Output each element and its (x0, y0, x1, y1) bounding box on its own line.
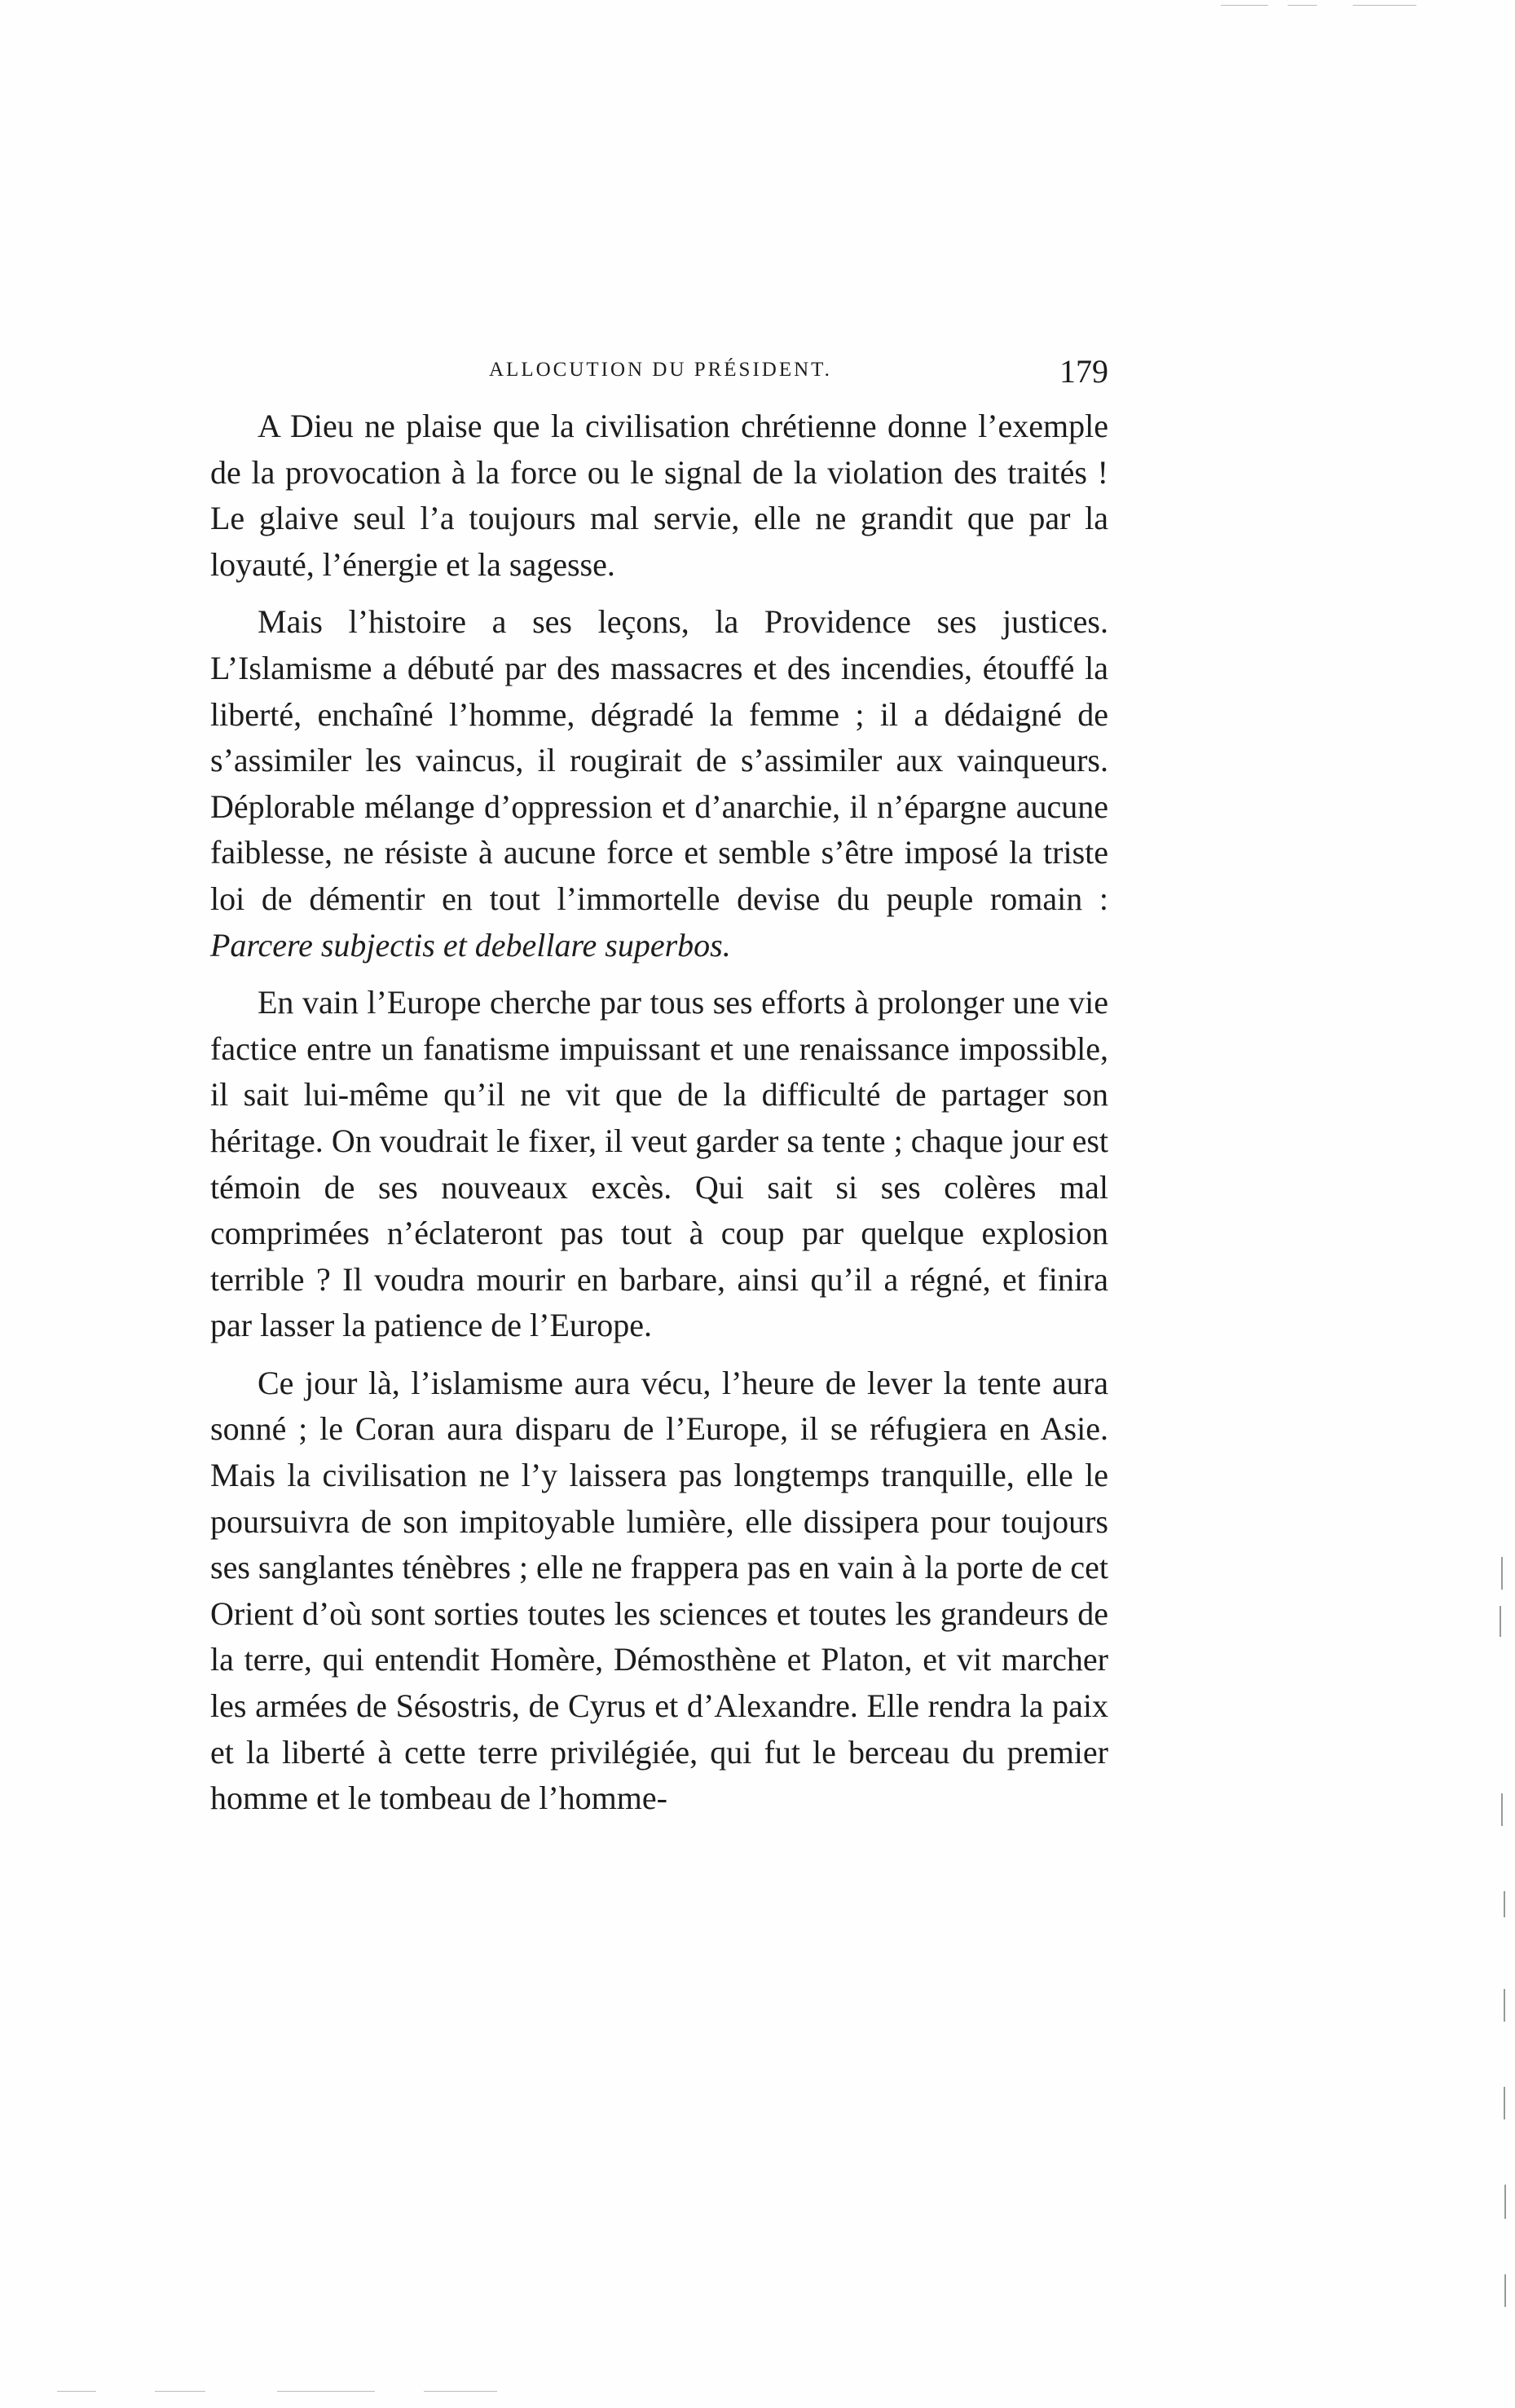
paragraph-1 (210, 404, 1108, 588)
paragraph-3 (210, 980, 1108, 1349)
paragraph-text: En vain l’Europe cherche par tous ses efforts à prolonger une vie factice entre un fanatisme impuissant et une renaissance impossible, il sait lui-même qu’il ne vit que de la difficulté de partager son héritage. On voudrait le fixer, il veut garder sa tente ; chaque jour est témoin de ses nouveaux excès. Qui sait si ses colères mal comprimées n’éclateront pas tout à coup par quelque explosion terrible ? Il voudra mourir en barbare, ainsi qu’il a régné, et finira par lasser la patience de l’Europe. (210, 984, 1108, 1344)
page-body-text (210, 404, 1108, 1822)
scan-artifact-mark (277, 2391, 375, 2392)
scan-artifact-mark (57, 2391, 96, 2392)
running-header (489, 352, 1108, 398)
paragraph-text: A Dieu ne plaise que la civilisation chrétienne donne l’exemple de la provocation à la force ou le signal de la violation des traités ! Le glaive seul l’a toujours mal servie, elle ne grandit que par la loyauté, l’énergie et la sagesse. (210, 408, 1108, 583)
scan-artifact-mark (1353, 5, 1416, 6)
scan-edge-line (1504, 2087, 1505, 2119)
scan-edge-line (1504, 2274, 1506, 2307)
scan-artifact-mark (155, 2391, 205, 2392)
scan-edge-line (1504, 2185, 1506, 2219)
scan-artifact-mark (1288, 5, 1317, 6)
scan-edge-line (1501, 1557, 1503, 1590)
page-number: 179 (1059, 353, 1108, 390)
running-title: ALLOCUTION DU PRÉSIDENT. (489, 359, 832, 381)
paragraph-2 (210, 599, 1108, 968)
scan-edge-line (1500, 1606, 1501, 1637)
paragraph-text: Mais l’histoire a ses leçons, la Providence ses justices. L’Islamisme a débuté par des massacres et des incendies, étouffé la liberté, enchaîné l’homme, dégradé la femme ; il a dédaigné de s’assimiler les vaincus, il rougirait de s’assimiler aux vainqueurs. Déplorable mélange d’oppression et d’anarchie, il n’épargne aucune faiblesse, ne résiste à aucune force et semble s’être imposé la triste loi de démentir en tout l’immortelle devise du peuple romain : (210, 603, 1108, 917)
scan-edge-line (1501, 1793, 1503, 1826)
paragraph-4 (210, 1361, 1108, 1822)
latin-quotation: Parcere subjectis et debellare superbos. (210, 926, 731, 964)
scan-edge-line (1504, 1891, 1505, 1917)
scan-edge-line (1504, 1989, 1505, 2022)
scan-artifact-mark (424, 2391, 497, 2392)
scan-artifact-mark (1221, 5, 1268, 6)
paragraph-text: Ce jour là, l’islamisme aura vécu, l’heure de lever la tente aura sonné ; le Coran aura disparu de l’Europe, il se réfugiera en Asie. Mais la civilisation ne l’y laissera pas longtemps tranquille, elle le poursuivra de son impitoyable lumière, elle dissipera pour toujours ses sanglantes ténèbres ; elle ne frappera pas en vain à la porte de cet Orient d’où sont sorties toutes les sciences et toutes les grandeurs de la terre, qui entendit Homère, Démosthène et Platon, et vit marcher les armées de Sésostris, de Cyrus et d’Alexandre. Elle rendra la paix et la liberté à cette terre privilégiée, qui fut le berceau du premier homme et le tombeau de l’homme- (210, 1364, 1108, 1817)
